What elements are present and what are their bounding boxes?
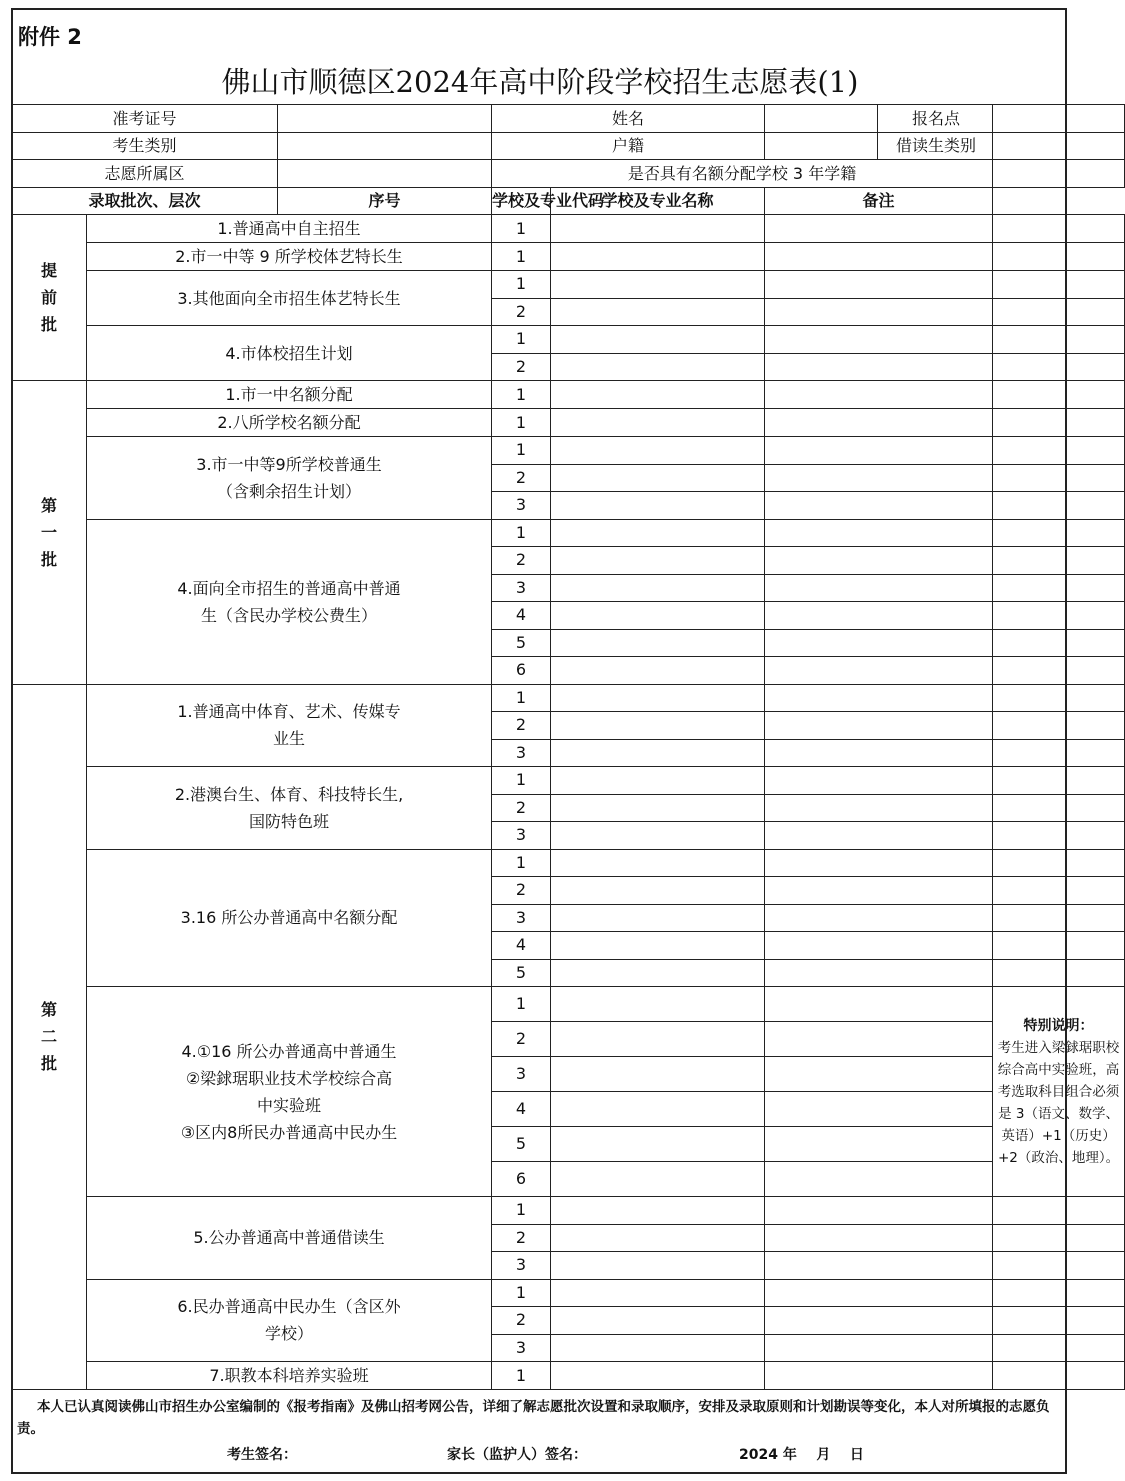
remark-field[interactable] <box>993 657 1125 685</box>
school-name-field[interactable] <box>765 1057 993 1092</box>
batch-char: 提 <box>40 261 57 280</box>
school-code-field[interactable] <box>551 574 765 602</box>
school-code-field[interactable] <box>551 739 765 767</box>
seq-number: 3 <box>492 739 551 767</box>
district-label: 志愿所属区 <box>12 160 278 188</box>
table-row <box>12 271 1125 299</box>
school-code-field[interactable] <box>551 1092 765 1127</box>
school-code-field[interactable] <box>551 849 765 877</box>
header-code: 学校及专业代码 <box>492 188 551 215</box>
remark-field[interactable] <box>993 326 1125 354</box>
remark-field[interactable] <box>993 959 1125 987</box>
seq-number: 3 <box>492 904 551 932</box>
seq-number: 2 <box>492 794 551 822</box>
school-code-field[interactable] <box>551 822 765 850</box>
batch-char: 批 <box>40 549 57 569</box>
remark-field[interactable] <box>993 574 1125 602</box>
school-code-field[interactable] <box>551 1127 765 1162</box>
category-label-line: 学校） <box>265 1324 314 1344</box>
table-row <box>12 767 1125 795</box>
exam-id-field[interactable] <box>278 105 492 133</box>
school-name-field[interactable] <box>765 298 993 326</box>
remark-field[interactable] <box>993 739 1125 767</box>
seq-number: 1 <box>492 381 551 409</box>
remark-field[interactable] <box>993 353 1125 381</box>
category-label: 4.市体校招生计划 <box>87 326 492 381</box>
seq-number: 2 <box>492 1307 551 1335</box>
seq-number: 1 <box>492 684 551 712</box>
school-name-field[interactable] <box>765 243 993 271</box>
seq-number: 3 <box>492 1252 551 1280</box>
seq-number: 1 <box>492 215 551 243</box>
registration-point-field[interactable] <box>993 105 1125 133</box>
remark-field[interactable] <box>993 492 1125 520</box>
remark-field[interactable] <box>993 381 1125 409</box>
category-label <box>87 1279 492 1362</box>
school-code-field[interactable] <box>551 1362 765 1390</box>
remark-field[interactable] <box>993 849 1125 877</box>
category-label-line: 国防特色班 <box>249 811 330 831</box>
seq-number: 2 <box>492 1224 551 1252</box>
table-row <box>12 1197 1125 1225</box>
school-name-field[interactable] <box>765 1334 993 1362</box>
school-code-field[interactable] <box>551 794 765 822</box>
category-label: 2.八所学校名额分配 <box>87 409 492 437</box>
remark-field[interactable] <box>993 794 1125 822</box>
info-row-1 <box>12 105 1125 133</box>
category-label-line: ②梁銶琚职业技术学校综合高 <box>185 1068 393 1088</box>
remark-field[interactable] <box>993 602 1125 630</box>
school-code-field[interactable] <box>551 959 765 987</box>
category-label: 5.公办普通高中普通借读生 <box>87 1197 492 1280</box>
school-name-field[interactable] <box>765 712 993 740</box>
school-name-field[interactable] <box>765 1092 993 1127</box>
school-name-field[interactable] <box>765 602 993 630</box>
batch-char: 前 <box>40 288 57 307</box>
quota-question: 是否具有名额分配学校 3 年学籍 <box>492 160 993 188</box>
batch-char: 一 <box>40 522 57 542</box>
batch-char: 二 <box>40 1027 57 1047</box>
footer <box>11 1388 1067 1474</box>
remark-field[interactable] <box>993 767 1125 795</box>
school-name-field[interactable] <box>765 492 993 520</box>
batch-label-2 <box>12 381 87 685</box>
school-code-field[interactable] <box>551 215 765 243</box>
school-name-field[interactable] <box>765 326 993 354</box>
application-form-table <box>11 104 1125 1390</box>
seq-number: 1 <box>492 326 551 354</box>
batch-char: 第 <box>40 1000 57 1020</box>
school-code-field[interactable] <box>551 904 765 932</box>
school-name-field[interactable] <box>765 739 993 767</box>
info-row-2 <box>12 133 1125 160</box>
seq-number: 2 <box>492 464 551 492</box>
category-label-line: ③区内8所民办普通高中民办生 <box>180 1122 398 1142</box>
name-label: 姓名 <box>492 105 765 133</box>
school-name-field[interactable] <box>765 959 993 987</box>
school-name-field[interactable] <box>765 547 993 575</box>
remark-field[interactable] <box>993 877 1125 905</box>
remark-field[interactable] <box>993 932 1125 960</box>
school-code-field[interactable] <box>551 1162 765 1197</box>
school-code-field[interactable] <box>551 877 765 905</box>
declaration-text: 本人已认真阅读佛山市招生办公室编制的《报考指南》及佛山招考网公告，详细了解志愿批次设置和录取顺序，安排及录取原则和计划勘误等变化，本人对所填报的志愿负责。 <box>17 1399 1050 1437</box>
seq-number: 2 <box>492 298 551 326</box>
table-row <box>12 987 1125 1022</box>
remark-field[interactable] <box>993 1252 1125 1280</box>
table-row <box>12 849 1125 877</box>
school-code-field[interactable] <box>551 629 765 657</box>
info-row-3 <box>12 160 1125 188</box>
school-name-field[interactable] <box>765 987 993 1022</box>
school-code-field[interactable] <box>551 1197 765 1225</box>
table-row <box>12 437 1125 465</box>
household-label: 户籍 <box>492 133 765 160</box>
category-label <box>87 767 492 850</box>
seq-number: 6 <box>492 657 551 685</box>
school-name-field[interactable] <box>765 822 993 850</box>
seq-number: 1 <box>492 519 551 547</box>
table-row <box>12 243 1125 271</box>
transfer-type-label: 借读生类别 <box>877 133 994 159</box>
seq-number: 3 <box>492 822 551 850</box>
remark-field[interactable] <box>993 464 1125 492</box>
school-name-field[interactable] <box>765 1127 993 1162</box>
seq-number: 1 <box>492 409 551 437</box>
school-name-field[interactable] <box>765 1022 993 1057</box>
remark-field[interactable] <box>993 243 1125 271</box>
school-name-field[interactable] <box>765 657 993 685</box>
category-label: 2.市一中等 9 所学校体艺特长生 <box>87 243 492 271</box>
seq-number: 1 <box>492 243 551 271</box>
district-field[interactable] <box>278 160 492 188</box>
school-code-field[interactable] <box>551 547 765 575</box>
table-row <box>12 381 1125 409</box>
category-label <box>87 987 492 1197</box>
header-seq: 序号 <box>278 188 492 215</box>
seq-number: 3 <box>492 1334 551 1362</box>
seq-number: 5 <box>492 1127 551 1162</box>
header-row <box>12 188 1125 215</box>
seq-number: 5 <box>492 959 551 987</box>
school-code-field[interactable] <box>551 381 765 409</box>
school-code-field[interactable] <box>551 326 765 354</box>
school-name-field[interactable] <box>765 1362 993 1390</box>
table-row <box>12 326 1125 354</box>
remark-field[interactable] <box>993 215 1125 243</box>
table-row <box>12 215 1125 243</box>
school-name-field[interactable] <box>765 1197 993 1225</box>
seq-number: 3 <box>492 1057 551 1092</box>
special-note <box>993 987 1125 1197</box>
category-label: 1.普通高中自主招生 <box>87 215 492 243</box>
school-name-field[interactable] <box>765 409 993 437</box>
category-label-line: （含剩余招生计划） <box>217 481 362 501</box>
remark-field[interactable] <box>993 437 1125 465</box>
seq-number: 3 <box>492 492 551 520</box>
remark-field[interactable] <box>993 629 1125 657</box>
category-label-line: 业生 <box>273 729 306 749</box>
category-label <box>87 684 492 767</box>
table-row <box>12 1279 1125 1307</box>
seq-number: 1 <box>492 1197 551 1225</box>
school-name-field[interactable] <box>765 849 993 877</box>
category-label-line: 4.面向全市招生的普通高中普通 <box>177 578 401 598</box>
school-name-field[interactable] <box>765 932 993 960</box>
candidate-type-field[interactable] <box>278 133 492 160</box>
school-name-field[interactable] <box>765 794 993 822</box>
seq-number: 4 <box>492 932 551 960</box>
seq-number: 4 <box>492 602 551 630</box>
school-name-field[interactable] <box>765 904 993 932</box>
school-name-field[interactable] <box>765 1307 993 1335</box>
school-code-field[interactable] <box>551 1022 765 1057</box>
school-name-field[interactable] <box>765 271 993 299</box>
seq-number: 5 <box>492 629 551 657</box>
school-name-field[interactable] <box>765 629 993 657</box>
school-code-field[interactable] <box>551 271 765 299</box>
page-title: 佛山市顺德区2024年高中阶段学校招生志愿表(1) <box>221 65 859 99</box>
student-signature-label: 考生签名： <box>227 1447 297 1463</box>
school-code-field[interactable] <box>551 1252 765 1280</box>
remark-field[interactable] <box>993 904 1125 932</box>
registration-point-label: 报名点 <box>877 105 994 132</box>
school-code-field[interactable] <box>551 602 765 630</box>
name-field[interactable] <box>765 105 993 133</box>
school-code-field[interactable] <box>551 437 765 465</box>
school-code-field[interactable] <box>551 712 765 740</box>
remark-field[interactable] <box>993 271 1125 299</box>
batch-label-3 <box>12 684 87 1390</box>
school-name-field[interactable] <box>765 381 993 409</box>
remark-field[interactable] <box>993 712 1125 740</box>
quota-answer-field[interactable] <box>993 160 1125 188</box>
table-row <box>12 519 1125 547</box>
seq-number: 1 <box>492 1279 551 1307</box>
category-label-line: 2.港澳台生、体育、科技特长生, <box>174 784 404 804</box>
category-label: 3.16 所公办普通高中名额分配 <box>87 849 492 987</box>
batch-char: 第 <box>40 495 57 515</box>
remark-field[interactable] <box>993 1197 1125 1225</box>
seq-number: 2 <box>492 877 551 905</box>
table-row <box>12 684 1125 712</box>
school-code-field[interactable] <box>551 1057 765 1092</box>
school-name-field[interactable] <box>765 1252 993 1280</box>
header-batch-level: 录取批次、层次 <box>12 188 278 215</box>
category-label: 1.市一中名额分配 <box>87 381 492 409</box>
remark-field[interactable] <box>993 547 1125 575</box>
seq-number: 1 <box>492 767 551 795</box>
table-row <box>12 409 1125 437</box>
remark-field[interactable] <box>993 1334 1125 1362</box>
seq-number: 1 <box>492 271 551 299</box>
school-code-field[interactable] <box>551 1224 765 1252</box>
exam-id-label: 准考证号 <box>12 105 278 133</box>
school-name-field[interactable] <box>765 353 993 381</box>
signature-date: 2024 年 月 日 <box>739 1447 864 1463</box>
household-field[interactable] <box>765 133 993 160</box>
special-note-title: 特别说明： <box>1023 1017 1094 1034</box>
school-name-field[interactable] <box>765 1279 993 1307</box>
seq-number: 3 <box>492 574 551 602</box>
remark-field[interactable] <box>993 1224 1125 1252</box>
seq-number: 2 <box>492 353 551 381</box>
candidate-type-label: 考生类别 <box>12 133 278 160</box>
category-label-line: 中实验班 <box>257 1095 322 1115</box>
school-code-field[interactable] <box>551 987 765 1022</box>
seq-number: 2 <box>492 1022 551 1057</box>
category-label: 3.其他面向全市招生体艺特长生 <box>87 271 492 326</box>
category-label-line: 1.普通高中体育、艺术、传媒专 <box>177 702 401 722</box>
category-label <box>87 437 492 520</box>
school-code-field[interactable] <box>551 519 765 547</box>
remark-field[interactable] <box>993 684 1125 712</box>
category-label-line: 4.①16 所公办普通高中普通生 <box>181 1041 397 1061</box>
school-code-field[interactable] <box>551 684 765 712</box>
school-code-field[interactable] <box>551 464 765 492</box>
school-code-field[interactable] <box>551 298 765 326</box>
school-code-field[interactable] <box>551 1334 765 1362</box>
school-name-field[interactable] <box>765 519 993 547</box>
seq-number: 1 <box>492 437 551 465</box>
remark-field[interactable] <box>993 1362 1125 1390</box>
school-name-field[interactable] <box>765 1224 993 1252</box>
seq-number: 1 <box>492 849 551 877</box>
school-code-field[interactable] <box>551 1307 765 1335</box>
attachment-label: 附件 2 <box>18 25 82 49</box>
seq-number: 1 <box>492 987 551 1022</box>
school-name-field[interactable] <box>765 574 993 602</box>
school-name-field[interactable] <box>765 215 993 243</box>
seq-number: 6 <box>492 1162 551 1197</box>
seq-number: 2 <box>492 547 551 575</box>
seq-number: 4 <box>492 1092 551 1127</box>
remark-field[interactable] <box>993 409 1125 437</box>
category-label-line: 6.民办普通高中民办生（含区外 <box>177 1297 401 1317</box>
category-label: 7.职教本科培养实验班 <box>87 1362 492 1390</box>
school-code-field[interactable] <box>551 767 765 795</box>
remark-field[interactable] <box>993 1279 1125 1307</box>
school-code-field[interactable] <box>551 243 765 271</box>
batch-char: 批 <box>40 1054 57 1074</box>
school-name-field[interactable] <box>765 1162 993 1197</box>
category-label-line: 生（含民办学校公费生） <box>201 605 378 625</box>
batch-char: 批 <box>40 315 57 334</box>
school-code-field[interactable] <box>551 492 765 520</box>
school-name-field[interactable] <box>765 877 993 905</box>
school-code-field[interactable] <box>551 932 765 960</box>
school-name-field[interactable] <box>765 464 993 492</box>
school-name-field[interactable] <box>765 767 993 795</box>
remark-field[interactable] <box>993 298 1125 326</box>
school-code-field[interactable] <box>551 409 765 437</box>
school-code-field[interactable] <box>551 1279 765 1307</box>
remark-field[interactable] <box>993 822 1125 850</box>
table-row <box>12 1362 1125 1390</box>
school-name-field[interactable] <box>765 684 993 712</box>
school-name-field[interactable] <box>765 437 993 465</box>
category-label-line: 3.市一中等9所学校普通生 <box>196 454 382 474</box>
parent-signature-label: 家长（监护人）签名： <box>447 1447 587 1463</box>
batch-label-1 <box>12 215 87 381</box>
school-code-field[interactable] <box>551 353 765 381</box>
header-name: 学校及专业名称 <box>551 188 765 215</box>
seq-number: 1 <box>492 1362 551 1390</box>
remark-field[interactable] <box>993 519 1125 547</box>
school-code-field[interactable] <box>551 657 765 685</box>
seq-number: 2 <box>492 712 551 740</box>
special-note-body: 考生进入梁銶琚职校综合高中实验班，高考选取科目组合必须是 3（语文、数学、英语）+1（历史）+2（政治、地理）。 <box>997 1039 1120 1166</box>
remark-field[interactable] <box>993 1307 1125 1335</box>
transfer-type-field[interactable] <box>993 133 1125 160</box>
header-note: 备注 <box>765 188 993 215</box>
category-label <box>87 519 492 684</box>
